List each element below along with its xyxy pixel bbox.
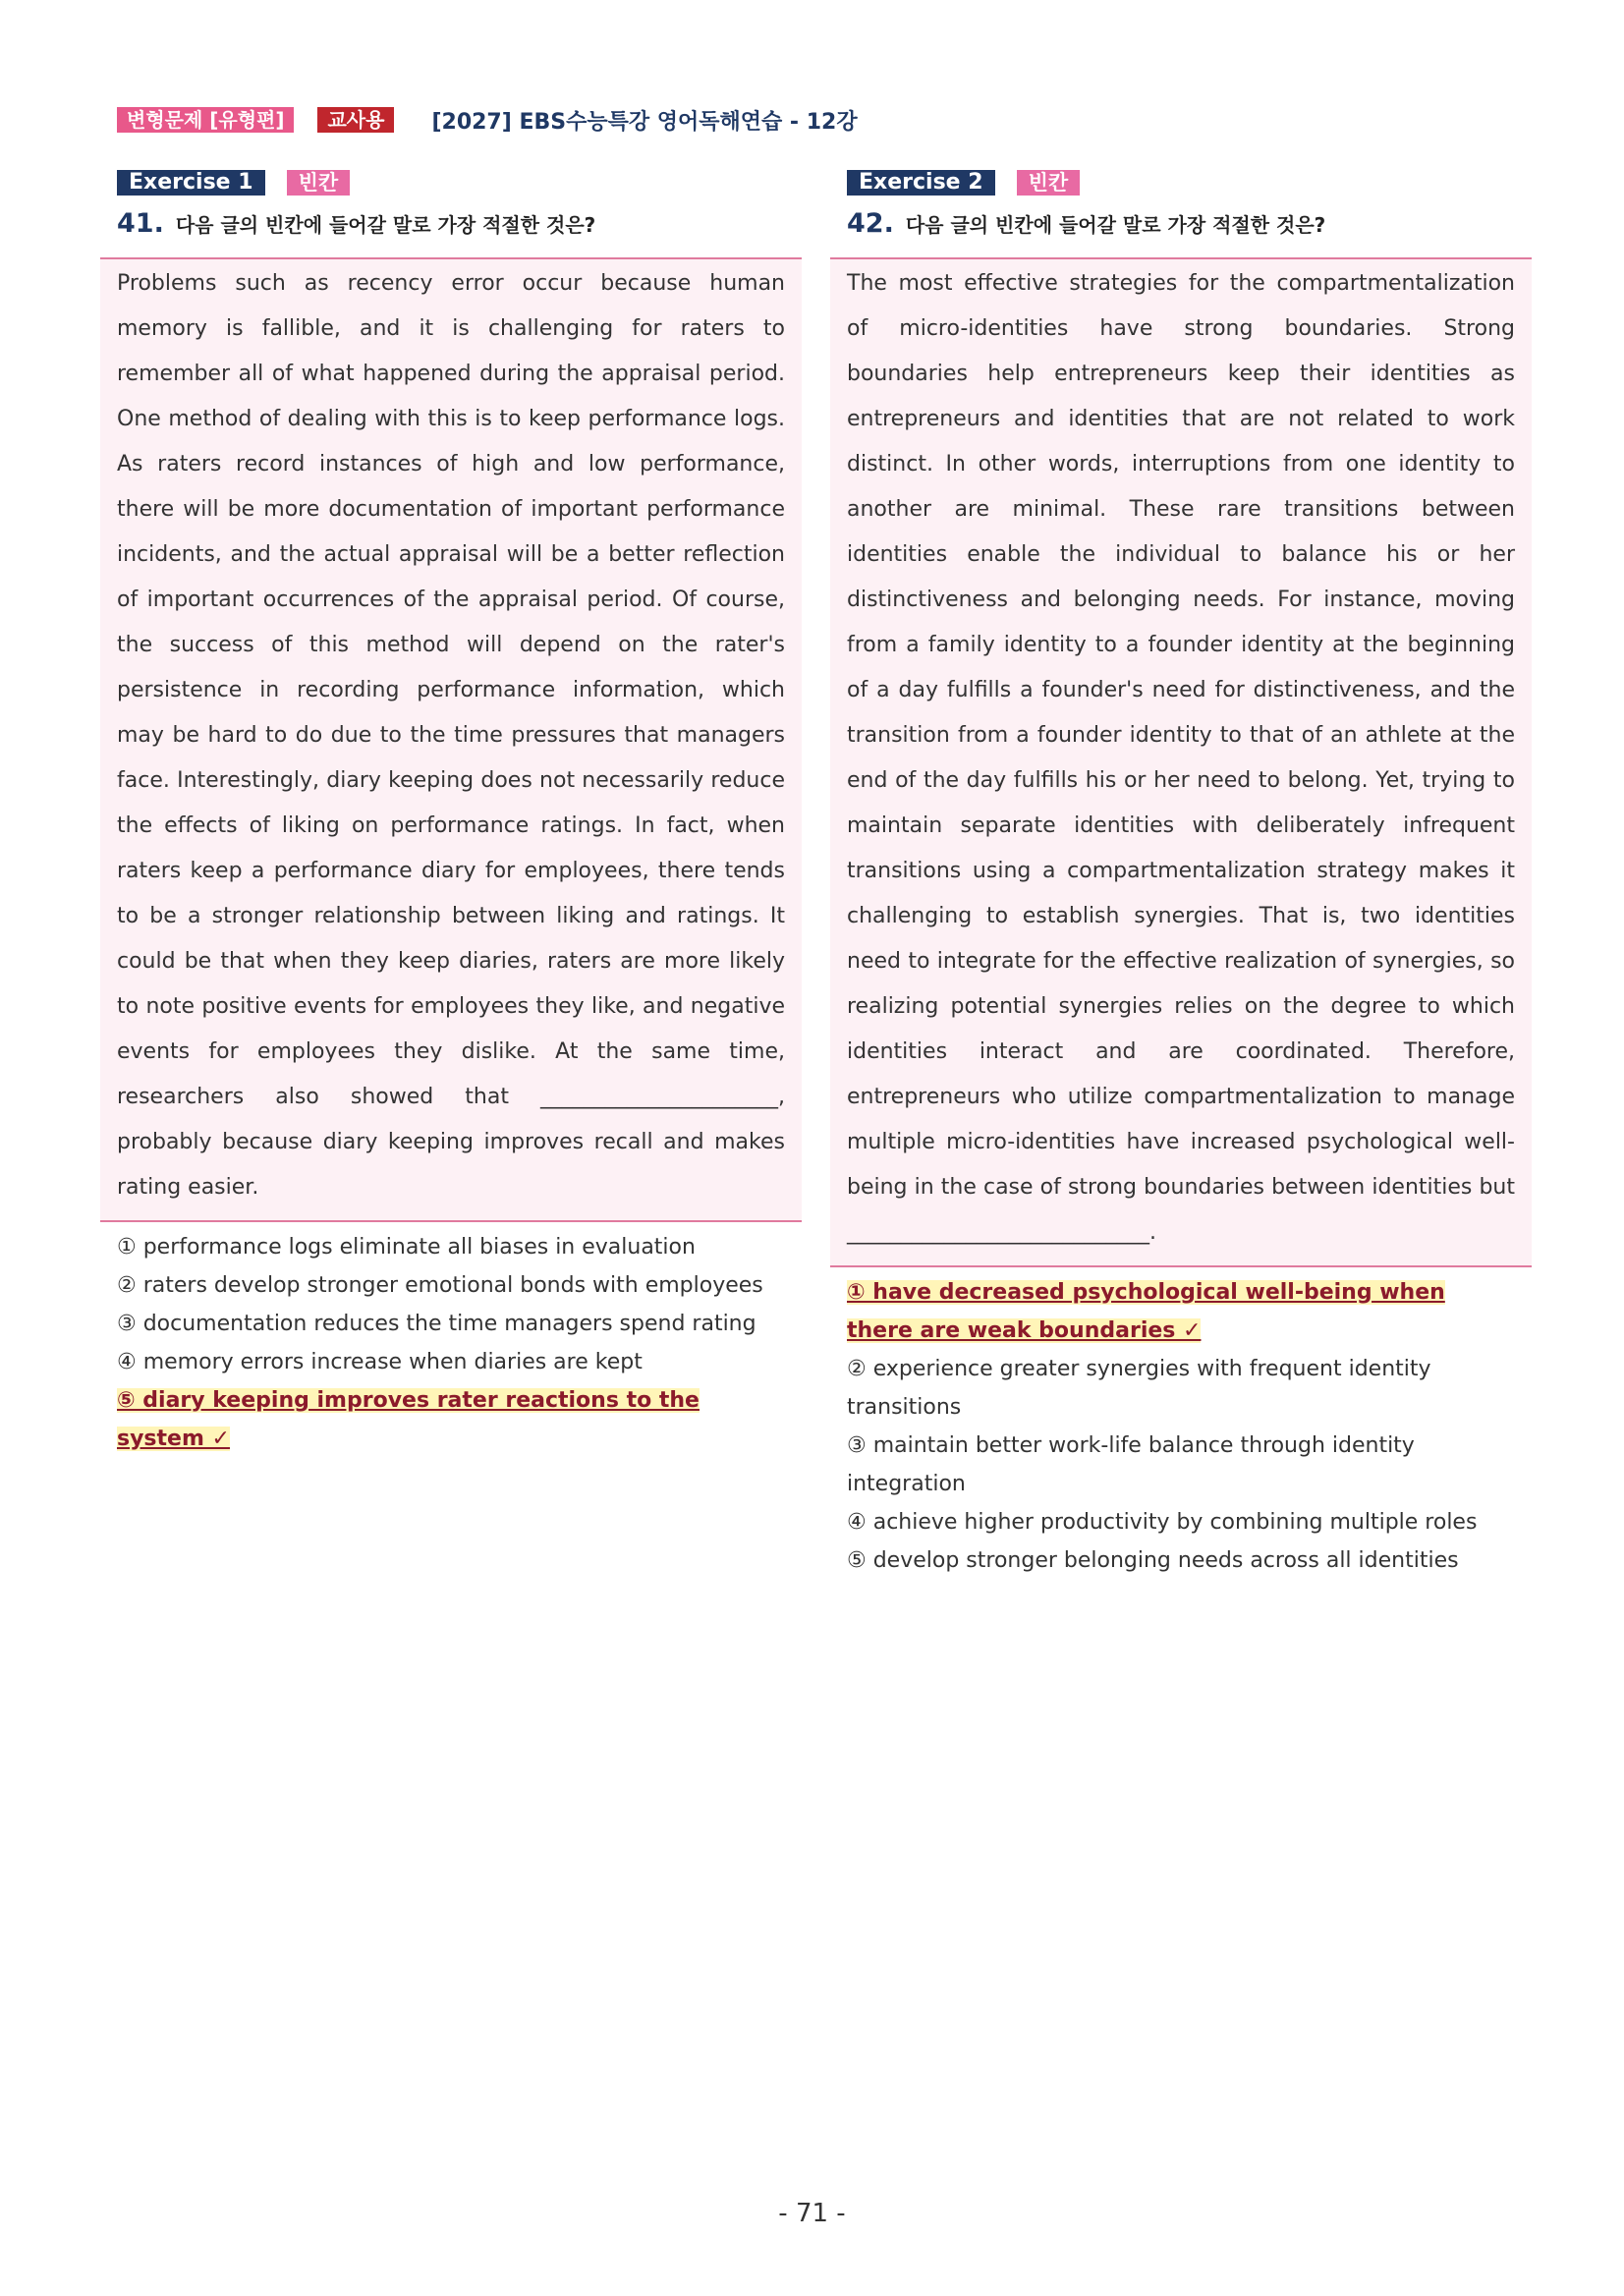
question-number: 42.	[847, 208, 894, 239]
answer-choices	[100, 1222, 802, 1458]
document-title: [2027] EBS수능특강 영어독해연습 - 12강	[431, 109, 858, 135]
choice-4[interactable]: ④ achieve higher productivity by combining multiple roles	[847, 1510, 1478, 1535]
type-tag: 변형문제 [유형편]	[117, 107, 294, 133]
teacher-tag: 교사용	[317, 107, 394, 133]
choice-2[interactable]: ② experience greater synergies with frequent identity transitions	[847, 1357, 1431, 1420]
exercise-header	[830, 169, 1532, 196]
choice-3[interactable]: ③ maintain better work-life balance through identity integration	[847, 1433, 1415, 1496]
choice-5[interactable]: ⑤ develop stronger belonging needs across all identities	[847, 1548, 1459, 1573]
exercise-badge: Exercise 2	[847, 170, 995, 196]
question-line	[830, 208, 1532, 242]
passage-box	[100, 257, 802, 1222]
question-prompt: 다음 글의 빈칸에 들어갈 말로 가장 적절한 것은?	[905, 213, 1326, 237]
exercise-type-badge: 빈칸	[287, 170, 351, 196]
question-line	[100, 208, 802, 242]
passage-box	[830, 257, 1532, 1267]
choice-5-correct[interactable]: ⑤ diary keeping improves rater reactions to the system ✓	[117, 1388, 700, 1451]
question-prompt: 다음 글의 빈칸에 들어갈 말로 가장 적절한 것은?	[175, 213, 596, 237]
passage-text: The most effective strategies for the compartmentalization of micro-identities have strong boundaries. Strong boundaries help entrepreneurs keep their identities as entrepreneurs and identities that are not related to work distinct. In other words, interruptions from one identity to another are minimal. These rare transitions between identities enable the individual to balance his or her distinctiveness and belonging needs. For instance, moving from a family identity to a founder identity at the beginning of a day fulfills a founder's need for distinctiveness, and the transition from a founder identity to that of an athlete at the end of the day fulfills his or her need to belong. Yet, trying to maintain separate identities with deliberately infrequent transitions using a compartmentalization strategy makes it challenging to establish synergies. That is, two identities need to integrate for the effective realization of synergies, so realizing potential synergies relies on the degree to which identities interact and are coordinated. Therefore, entrepreneurs who utilize compartmentalization to manage multiple micro-identities have increased psychological well-being in the case of strong boundaries between identities but ____________________________.	[847, 271, 1515, 1245]
choice-1[interactable]: ① performance logs eliminate all biases in evaluation	[117, 1235, 696, 1260]
exercise-2	[830, 169, 1532, 1580]
question-number: 41.	[117, 208, 164, 239]
choice-2[interactable]: ② raters develop stronger emotional bonds with employees	[117, 1273, 763, 1298]
choice-3[interactable]: ③ documentation reduces the time managers spend rating	[117, 1312, 756, 1336]
answer-choices	[830, 1267, 1532, 1580]
exercise-1	[100, 169, 802, 1458]
page-number: - 71 -	[778, 2199, 846, 2228]
choice-1-correct[interactable]: ① have decreased psychological well-being when there are weak boundaries ✓	[847, 1280, 1445, 1343]
page-header	[117, 104, 858, 136]
exercise-badge: Exercise 1	[117, 170, 265, 196]
exercise-header	[100, 169, 802, 196]
exercise-type-badge: 빈칸	[1017, 170, 1081, 196]
passage-text: Problems such as recency error occur because human memory is fallible, and it is challenging for raters to remember all of what happened during the appraisal period. One method of dealing with this is to keep performance logs. As raters record instances of high and low performance, there will be more documentation of important performance incidents, and the actual appraisal will be a better reflection of important occurrences of the appraisal period. Of course, the success of this method will depend on the rater's persistence in recording performance information, which may be hard to do due to the time pressures that managers face. Interestingly, diary keeping does not necessarily reduce the effects of liking on performance ratings. In fact, when raters keep a performance diary for employees, there tends to be a stronger relationship between liking and ratings. It could be that when they keep diaries, raters are more likely to note positive events for employees they like, and negative events for employees they dislike. At the same time, researchers also showed that ______________________, probably because diary keeping improves recall and makes rating easier.	[117, 271, 785, 1200]
choice-4[interactable]: ④ memory errors increase when diaries are kept	[117, 1350, 643, 1374]
